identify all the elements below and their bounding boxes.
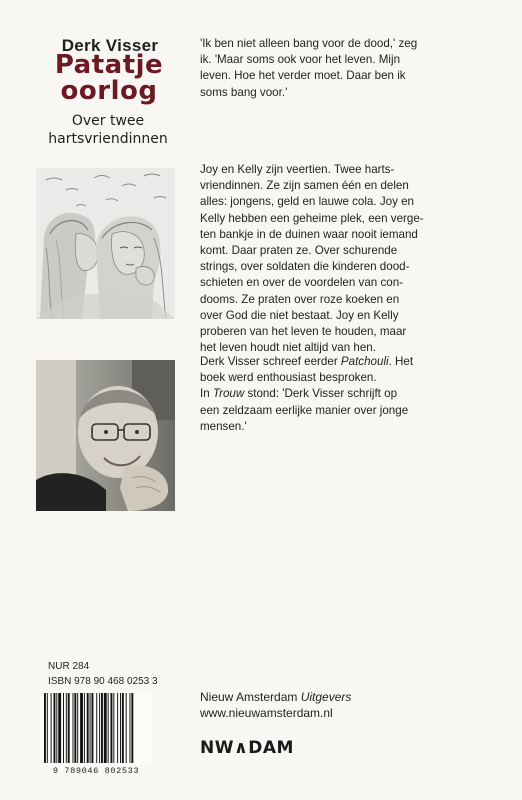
barcode-bar [58, 693, 61, 763]
barcode-bar [56, 693, 57, 763]
two-girls-drawing-icon [36, 168, 175, 319]
barcode-bar [54, 693, 56, 763]
barcode-bar [63, 693, 64, 763]
barcode-digits: 9 789046 802533 [52, 766, 140, 776]
blurb-line: Kelly hebben een geheime plek, een verge- [200, 211, 424, 225]
barcode-bar [80, 693, 83, 763]
quote-paragraph [200, 36, 506, 101]
blurb-line: strings, over soldaten die kinderen dood- [200, 260, 410, 274]
blurb-line: vriendinnen. Ze zijn samen één en delen [200, 179, 409, 193]
publisher-logo: NW∧DAM [200, 738, 294, 758]
quote-line: 'Ik ben niet alleen bang voor de dood,' zeg [200, 37, 418, 50]
barcode-bar [122, 693, 124, 763]
blurb-paragraph [200, 162, 506, 356]
bio-line: een zeldzaam eerlijke manier over jonge [200, 403, 409, 417]
barcode-bar [87, 693, 89, 763]
nur-code: NUR 284 [48, 661, 90, 672]
blurb-line: het leven houdt niet altijd van hen. [200, 341, 376, 355]
book-title [30, 52, 188, 104]
barcode-bar [44, 693, 46, 763]
barcode-bar [117, 693, 118, 763]
barcode-bar [90, 693, 91, 763]
book-subtitle [24, 112, 192, 148]
author-name: Derk Visser [61, 36, 159, 55]
subtitle-line-1: Over twee [71, 113, 145, 129]
bio-text: stond: 'Derk Visser schrijft op [244, 387, 398, 401]
barcode-bar [84, 693, 85, 763]
publisher-text: Nieuw Amsterdam [200, 690, 301, 704]
title-line-1: Patatje [54, 50, 164, 80]
blurb-line: komt. Daar praten ze. Over schurende [200, 244, 398, 258]
publisher-italic: Uitgevers [300, 690, 352, 704]
bio-text: Derk Visser schreef eerder [200, 355, 341, 368]
barcode-bar [104, 693, 107, 763]
subtitle-line-2: hartsvriendinnen [48, 131, 168, 147]
barcode-bar [96, 693, 97, 763]
barcode-bar [66, 693, 67, 763]
barcode-bar [68, 693, 70, 763]
bio-text: In [200, 387, 213, 401]
barcode-bar [51, 693, 52, 763]
blurb-line: dooms. Ze praten over roze koeken en [200, 292, 400, 306]
barcode-bar [113, 693, 114, 763]
bio-text: . Het [388, 355, 414, 368]
barcode-bar [111, 693, 113, 763]
bio-line [200, 386, 506, 402]
publisher-website: www.nieuwamsterdam.nl [200, 706, 333, 720]
barcode-bar [77, 693, 78, 763]
blurb-line: Joy en Kelly zijn veertien. Twee harts- [200, 163, 395, 176]
newspaper-reference: Trouw [212, 387, 245, 401]
book-reference: Patchouli [340, 355, 389, 368]
blurb-line: schieten en over de voordelen van con- [200, 276, 404, 290]
barcode-bar [101, 693, 103, 763]
barcode-bar [47, 693, 48, 763]
barcode-bar [74, 693, 76, 763]
quote-line: leven. Hoe het verder moet. Daar ben ik [200, 69, 406, 83]
barcode-bar [120, 693, 121, 763]
quote-line: soms bang voor.' [200, 85, 288, 99]
blurb-line: alles: jongens, geld en lauwe cola. Joy en [200, 195, 414, 209]
publisher-name [200, 689, 351, 706]
author-bio [200, 354, 506, 435]
isbn-number: ISBN 978 90 468 0253 3 [48, 676, 158, 687]
barcode-bar [99, 693, 100, 763]
blurb-line: over God die niet bestaat. Joy en Kelly [200, 308, 399, 322]
barcode-bar [73, 693, 74, 763]
bio-line: boek werd enthousiast besproken. [200, 371, 377, 385]
barcode-bar [92, 693, 94, 763]
bio-line [200, 354, 506, 370]
barcode-bar [131, 693, 133, 763]
barcode-bar [130, 693, 131, 763]
title-line-2: oorlog [60, 76, 158, 106]
quote-line: ik. 'Maar soms ook voor het leven. Mijn [200, 53, 401, 67]
barcode-bar [126, 693, 127, 763]
blurb-line: ten bankje in de duinen waar nooit iemand [200, 227, 418, 241]
barcode-icon [40, 691, 152, 765]
barcode-bar [108, 693, 109, 763]
author-portrait-icon [36, 360, 175, 511]
blurb-line: proberen van het leven te houden, maar [200, 325, 407, 339]
bio-line: mensen.' [200, 419, 247, 433]
